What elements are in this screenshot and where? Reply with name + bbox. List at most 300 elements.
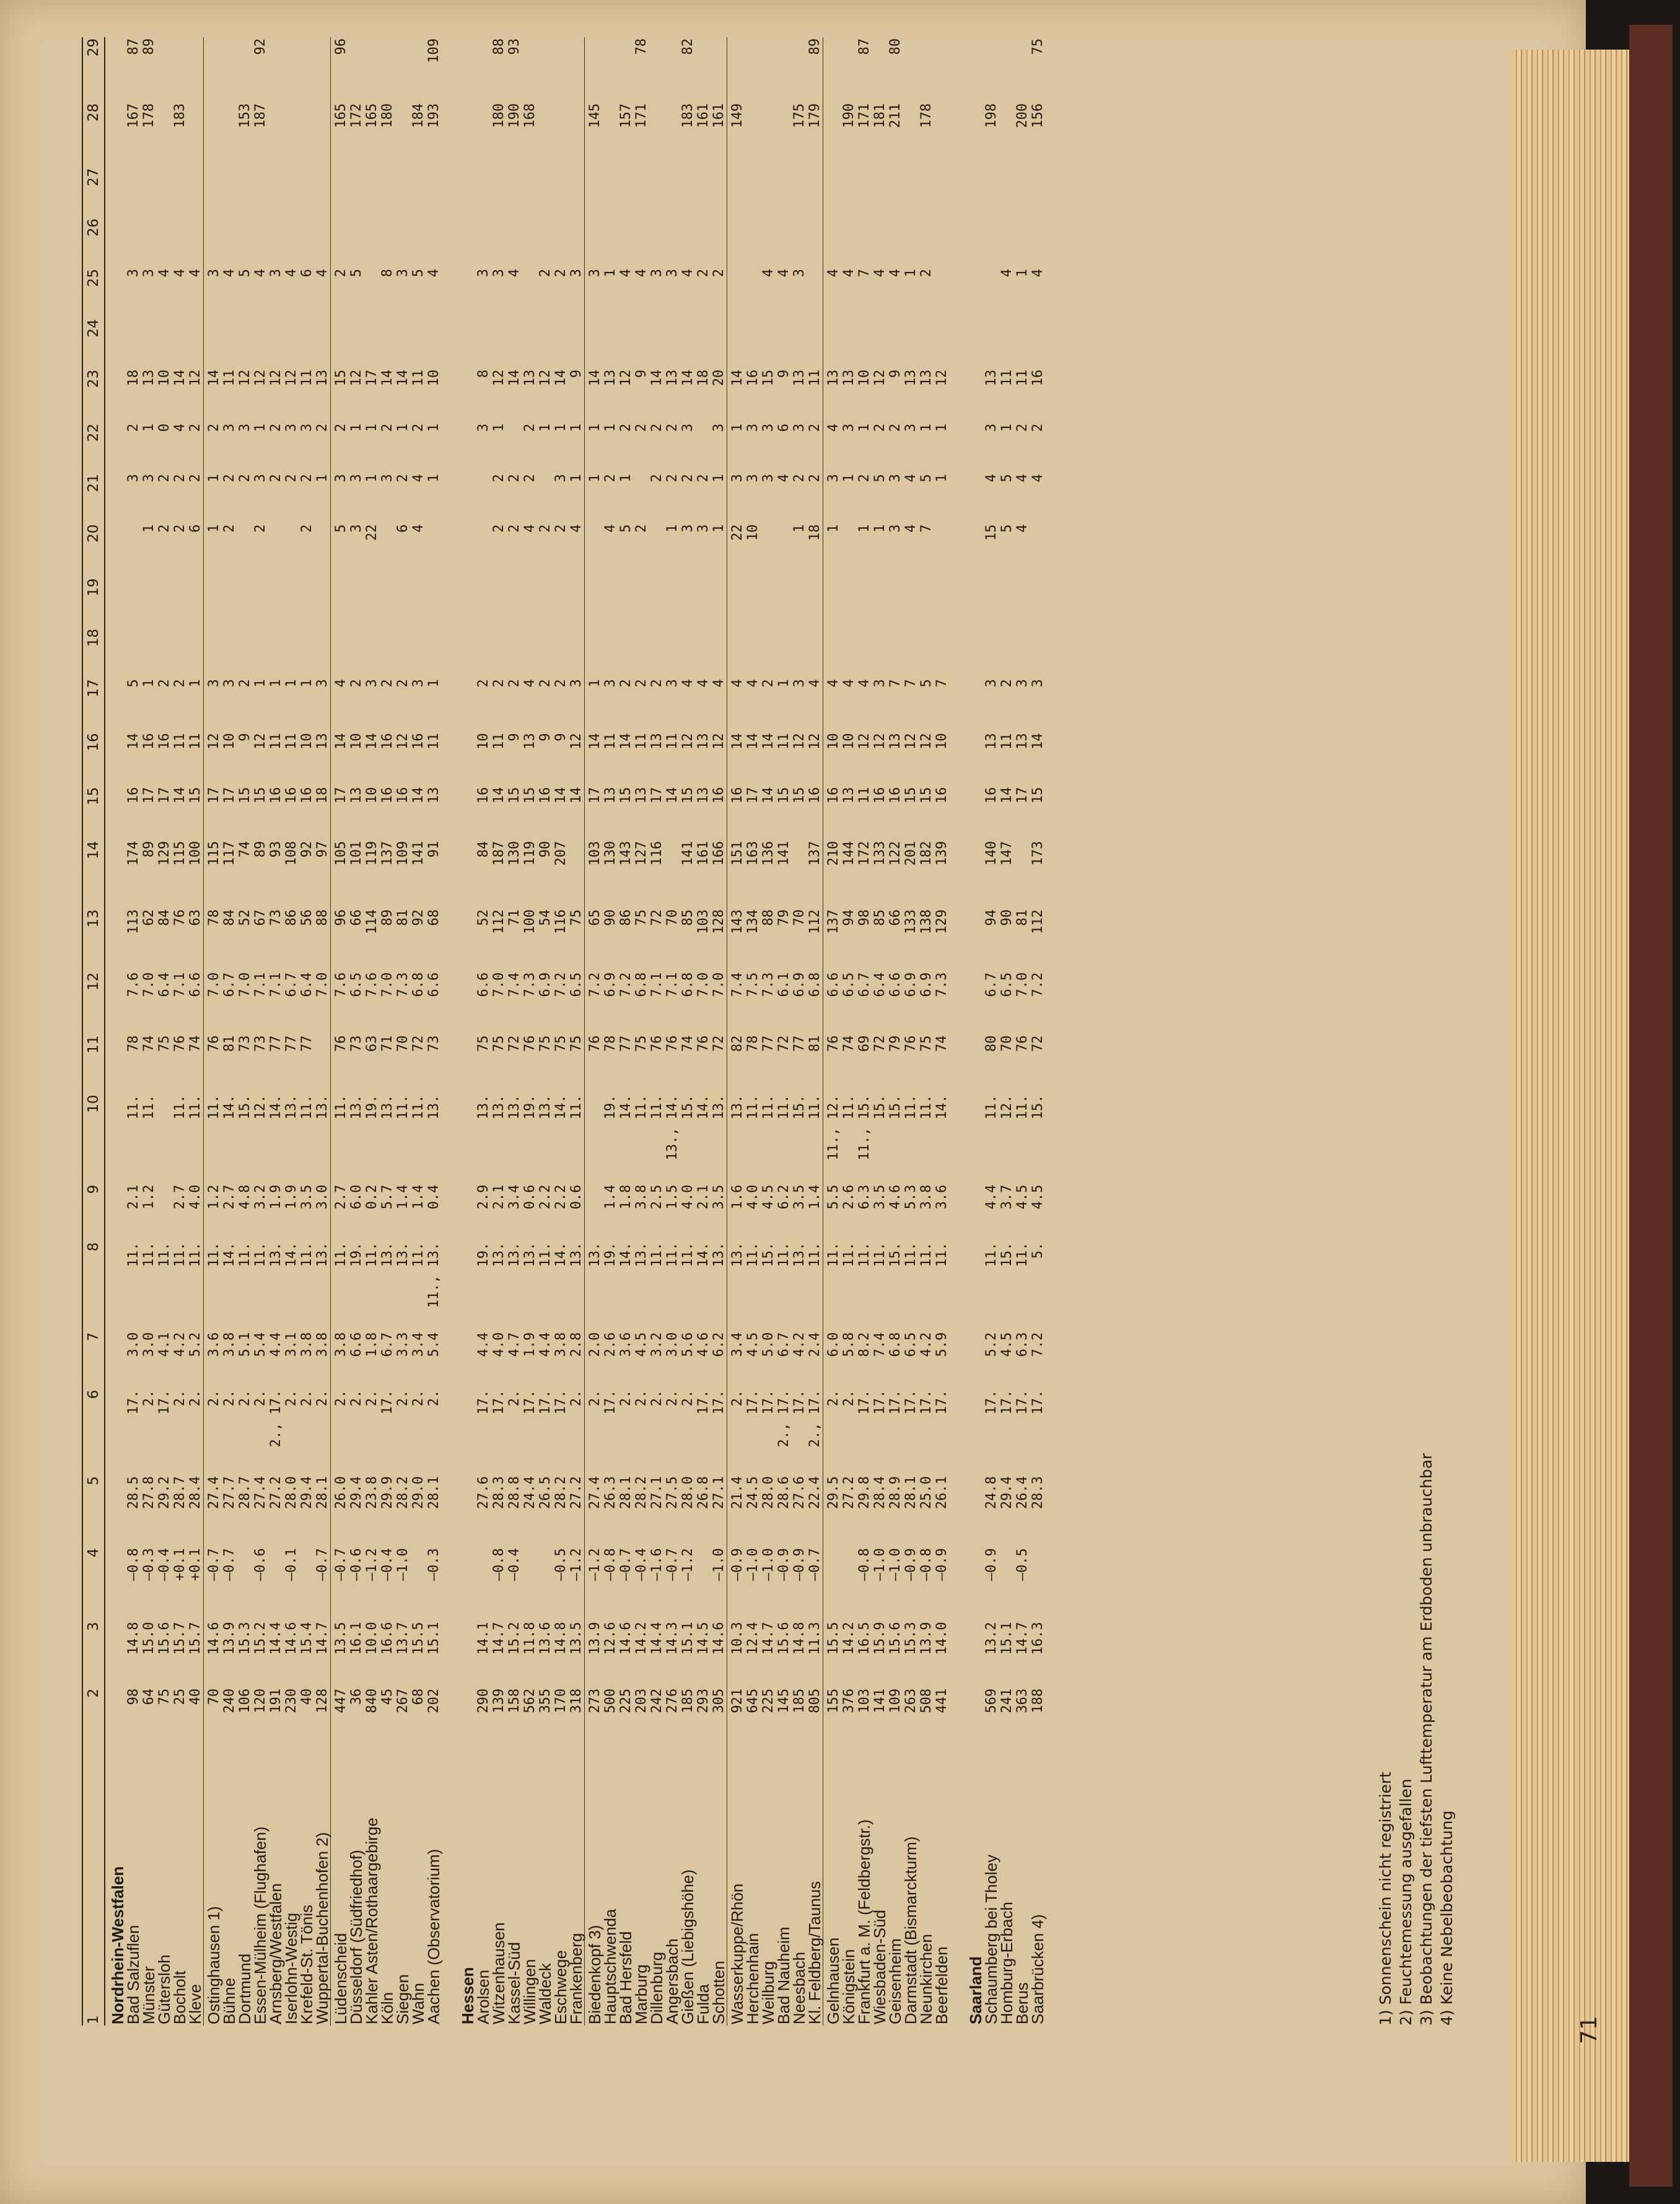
data-cell: 75 — [538, 1035, 553, 1052]
page-number: 71 — [1577, 2016, 1602, 2044]
data-cell: 2. — [426, 1389, 442, 1407]
data-cell: 1.9 — [522, 1332, 538, 1357]
data-cell: 2. — [730, 1389, 745, 1407]
data-cell: 12 — [919, 733, 934, 750]
data-cell: 13 — [696, 733, 711, 750]
data-cell: 5.2 — [188, 1332, 203, 1357]
data-cell: 6.3 — [1015, 1332, 1030, 1357]
data-cell: 2 — [538, 269, 553, 278]
data-cell — [522, 318, 538, 368]
data-cell: 3 — [222, 679, 237, 688]
data-cell: 7.0 — [206, 972, 222, 997]
data-cell: 3 — [349, 524, 364, 533]
data-cell — [476, 217, 491, 268]
data-cell: 11.8 — [522, 1622, 538, 1655]
data-cell: 78 — [603, 1035, 618, 1052]
data-cell: 3.8 — [222, 1332, 237, 1357]
data-cell: 17 — [745, 787, 761, 804]
data-cell: 1 — [206, 474, 222, 483]
data-cell — [157, 628, 172, 678]
data-cell: 15 — [507, 787, 522, 804]
data-cell: 14. — [268, 1095, 284, 1120]
data-cell: 76 — [665, 1035, 680, 1052]
data-cell: 263 — [903, 1688, 919, 1713]
data-cell: 11. — [984, 1095, 999, 1120]
data-cell — [426, 217, 442, 268]
data-cell: 153 — [237, 103, 253, 128]
data-cell: 28.8 — [507, 1476, 522, 1510]
data-cell: 4.2 — [172, 1332, 188, 1357]
data-cell: 17 — [141, 787, 157, 804]
data-cell: 14.6 — [284, 1622, 299, 1655]
column-header: 12 — [82, 971, 105, 1034]
page-edges — [1512, 50, 1629, 2162]
data-cell: 13 — [903, 369, 919, 387]
data-cell — [315, 523, 331, 577]
data-cell — [984, 577, 999, 628]
table-row — [999, 37, 1015, 2026]
data-cell: 13. — [268, 1242, 284, 1267]
data-cell: 182 — [919, 841, 934, 866]
data-cell: 5.5 — [826, 1184, 841, 1210]
data-cell: 14.7 — [761, 1622, 776, 1655]
data-cell: 3.5 — [299, 1184, 315, 1210]
data-cell: 4 — [315, 269, 330, 278]
data-cell — [807, 577, 823, 628]
data-cell: 13. — [792, 1242, 807, 1267]
data-cell: 2 — [680, 474, 696, 483]
data-cell: 921 — [730, 1688, 745, 1713]
data-cell: 6.0 — [826, 1332, 841, 1357]
data-cell: 6.2 — [776, 1184, 792, 1210]
data-cell: 81 — [395, 909, 411, 926]
data-cell: 2 — [553, 269, 569, 278]
data-cell: 70 — [206, 1688, 222, 1705]
data-cell: 11. — [206, 1242, 222, 1267]
data-cell: 4 — [253, 269, 268, 278]
data-cell: 73 — [253, 1035, 268, 1052]
data-cell: 201 — [903, 841, 919, 866]
data-cell — [522, 577, 538, 628]
data-cell — [315, 102, 331, 167]
data-cell: 3.5 — [792, 1184, 807, 1210]
data-cell — [284, 577, 299, 628]
data-cell: 6.0 — [349, 1184, 364, 1210]
data-cell: 2.6 — [841, 1184, 857, 1210]
data-cell: 1 — [872, 524, 888, 533]
data-cell — [299, 102, 315, 167]
data-cell: 1 — [569, 474, 584, 483]
data-cell: 3.2 — [649, 1332, 665, 1357]
data-cell: 23.8 — [364, 1476, 380, 1510]
data-cell: 29.4 — [299, 1476, 315, 1510]
table-row — [395, 37, 411, 2026]
data-cell — [634, 167, 649, 217]
data-cell: 10.3 — [730, 1622, 745, 1655]
data-cell: —0.8 — [491, 1548, 507, 1581]
data-cell: 11. — [903, 1095, 919, 1120]
data-cell: 2.5 — [649, 1184, 665, 1210]
data-cell: 3 — [237, 423, 253, 432]
data-cell: 11 — [857, 787, 872, 804]
column-header: 10 — [82, 1093, 105, 1183]
table-row — [934, 37, 950, 2026]
data-cell: 15. — [888, 1095, 903, 1120]
data-cell: —0.7 — [618, 1548, 634, 1581]
data-cell: 185 — [792, 1688, 807, 1713]
data-cell: 17. — [711, 1389, 727, 1415]
data-cell: 98 — [857, 909, 872, 926]
data-cell: 179 — [807, 103, 823, 128]
data-cell — [634, 628, 649, 678]
data-cell: 3.4 — [411, 1332, 426, 1357]
data-cell — [999, 217, 1015, 268]
data-cell: 88 — [491, 38, 507, 55]
data-cell: 116 — [553, 909, 569, 934]
data-cell: —0.8 — [919, 1548, 934, 1581]
data-cell — [776, 523, 792, 577]
data-cell: 52 — [476, 909, 491, 926]
data-cell: 2 — [299, 474, 315, 483]
table-row — [491, 37, 507, 2026]
data-cell: 13. — [569, 1242, 584, 1267]
data-cell: 5.8 — [841, 1332, 857, 1357]
data-cell — [157, 318, 172, 368]
data-cell: 15.2 — [507, 1622, 522, 1655]
data-cell — [522, 1547, 538, 1620]
data-cell — [745, 268, 761, 318]
station-name: Gütersloh — [155, 1954, 173, 2024]
data-cell: 4 — [522, 524, 538, 533]
data-cell: 128 — [711, 909, 727, 934]
table-row — [426, 37, 442, 2026]
data-cell — [299, 217, 315, 268]
data-cell — [188, 628, 204, 678]
data-cell: 18 — [315, 787, 330, 804]
data-cell — [411, 37, 426, 102]
data-cell — [761, 167, 776, 217]
data-cell — [284, 523, 299, 577]
data-cell — [569, 628, 585, 678]
footnote: 1) Sonnenschein nicht registriert — [1376, 1772, 1394, 2026]
data-cell: 1 — [395, 423, 411, 432]
data-cell: 2. — [680, 1389, 696, 1407]
data-cell — [380, 37, 395, 102]
data-cell — [222, 628, 237, 678]
data-cell: 3 — [126, 269, 141, 278]
data-cell — [491, 167, 507, 217]
table-row — [745, 37, 761, 2026]
data-cell — [934, 167, 950, 217]
data-cell: 5.3 — [903, 1184, 919, 1210]
data-cell: 9 — [776, 369, 792, 378]
data-cell — [349, 577, 364, 628]
data-cell: 2 — [172, 524, 188, 533]
table-row — [603, 37, 618, 2026]
data-cell: 15 — [761, 369, 776, 387]
data-cell: 6 — [299, 269, 315, 278]
column-header: 7 — [82, 1331, 105, 1389]
data-cell: 14. — [222, 1095, 237, 1120]
data-cell: 3 — [665, 269, 680, 278]
data-cell — [538, 577, 553, 628]
data-cell: 16 — [380, 733, 395, 750]
station-name: Arnsberg/Westfalen — [266, 1883, 285, 2024]
station-name: Schaumberg bei Tholey — [982, 1854, 1000, 2024]
data-cell: 69 — [857, 1035, 872, 1052]
data-cell: 2 — [649, 474, 665, 483]
data-cell: 500 — [603, 1688, 618, 1713]
data-cell: 75 — [157, 1035, 172, 1052]
data-cell: 66 — [349, 909, 364, 926]
data-cell: 6.3 — [857, 1184, 872, 1210]
table-row — [984, 37, 999, 2026]
data-cell: 3 — [745, 474, 761, 483]
data-cell: 14. — [934, 1095, 950, 1120]
data-cell: 14 — [491, 787, 507, 804]
data-cell: 3 — [1030, 679, 1046, 688]
column-header: 29 — [82, 37, 105, 102]
column-header: 22 — [82, 422, 105, 473]
data-cell: 12. — [999, 1095, 1015, 1120]
data-cell: 2 — [349, 679, 364, 688]
data-cell: 200 — [1015, 103, 1030, 128]
data-cell: 28.9 — [888, 1476, 903, 1510]
data-cell — [649, 523, 665, 577]
data-cell: —1.0 — [761, 1548, 776, 1581]
data-cell: 2 — [634, 679, 649, 688]
data-cell: 2 — [538, 679, 553, 688]
data-cell: 10 — [222, 733, 237, 750]
data-cell — [888, 217, 903, 268]
data-cell — [476, 1547, 491, 1620]
data-cell — [395, 318, 411, 368]
station-name: Bad Nauheim — [774, 1926, 793, 2024]
data-cell: 2 — [395, 474, 411, 483]
data-cell — [761, 523, 776, 577]
data-cell: 202 — [426, 1688, 442, 1713]
data-cell: 13 — [315, 733, 330, 750]
data-cell — [587, 1093, 603, 1183]
table-row — [380, 37, 395, 2026]
data-cell: 2 — [649, 423, 665, 432]
data-cell: 11. — [634, 1095, 649, 1120]
station-name: Kassel-Süd — [505, 1942, 523, 2024]
data-cell: 12 — [253, 369, 268, 387]
data-cell: —0.9 — [792, 1548, 807, 1581]
table-row — [888, 37, 903, 2026]
data-cell — [206, 577, 222, 628]
data-cell: 26.1 — [934, 1476, 950, 1510]
data-cell — [426, 628, 442, 678]
data-cell: 1 — [141, 524, 157, 533]
data-cell: 77 — [792, 1035, 807, 1052]
data-cell — [745, 217, 761, 268]
data-cell — [711, 628, 727, 678]
data-cell: 3 — [665, 679, 680, 688]
data-cell: 7.0 — [711, 972, 727, 997]
data-cell: 1 — [603, 269, 618, 278]
data-cell: 2 — [172, 474, 188, 483]
data-cell — [903, 167, 919, 217]
data-cell: 17. — [919, 1389, 934, 1415]
data-cell: 241 — [999, 1688, 1015, 1713]
data-cell — [888, 318, 903, 368]
data-cell — [157, 1093, 172, 1183]
data-cell: 76 — [696, 1035, 711, 1052]
data-cell: 6.4 — [299, 972, 315, 997]
data-cell: 2.1 — [126, 1184, 141, 1210]
data-cell: 14.4 — [649, 1622, 665, 1655]
data-cell — [268, 628, 284, 678]
data-cell: 8.2 — [857, 1332, 872, 1357]
data-cell: 143 — [730, 909, 745, 934]
table-row — [792, 37, 807, 2026]
data-cell: 15. — [761, 1242, 776, 1267]
table-row — [284, 37, 299, 2026]
data-cell: 13.5 — [569, 1622, 584, 1655]
data-cell: 90 — [603, 909, 618, 926]
data-cell — [872, 318, 888, 368]
data-cell: 129 — [157, 841, 172, 866]
data-cell: 17. — [903, 1389, 919, 1415]
data-cell: 172 — [857, 841, 872, 866]
data-cell — [776, 577, 792, 628]
data-cell — [587, 217, 603, 268]
data-cell: 6 — [188, 524, 203, 533]
data-cell — [872, 577, 888, 628]
data-cell: 15. — [999, 1242, 1015, 1267]
data-cell: 3.0 — [315, 1184, 330, 1210]
data-cell — [364, 628, 380, 678]
data-cell: —0.7 — [315, 1548, 330, 1581]
data-cell — [603, 628, 618, 678]
data-cell: 92 — [411, 909, 426, 926]
data-cell: 76 — [333, 1035, 349, 1052]
data-cell: 17 — [587, 787, 603, 804]
data-cell: 3 — [903, 423, 919, 432]
data-cell — [999, 318, 1015, 368]
data-cell: 68 — [411, 1688, 426, 1705]
data-cell — [507, 167, 522, 217]
data-cell — [934, 318, 950, 368]
data-cell — [284, 318, 299, 368]
data-cell: 240 — [222, 1688, 237, 1713]
data-cell: 161 — [711, 103, 727, 128]
data-cell: 14 — [507, 369, 522, 387]
data-cell: 157 — [618, 103, 634, 128]
data-cell — [237, 167, 253, 217]
data-cell: 78 — [206, 909, 222, 926]
data-cell: 188 — [1030, 1688, 1046, 1713]
data-cell: 27.8 — [141, 1476, 157, 1510]
data-cell: 11. — [364, 1242, 380, 1267]
data-cell: 89 — [253, 841, 268, 858]
data-cell: 75 — [919, 1035, 934, 1052]
data-cell: 4.5 — [761, 1184, 776, 1210]
data-cell — [1030, 1547, 1046, 1620]
book-cover-edge — [1629, 25, 1673, 2187]
data-cell: 8 — [380, 269, 395, 278]
data-cell: 2.2 — [538, 1184, 553, 1210]
data-cell — [665, 167, 680, 217]
data-cell: 11. — [826, 1242, 841, 1267]
data-cell: 14.7 — [315, 1622, 330, 1655]
data-cell: —0.8 — [603, 1548, 618, 1581]
data-cell: 508 — [919, 1688, 934, 1713]
data-cell: 27.7 — [222, 1476, 237, 1510]
data-cell: 14 — [761, 733, 776, 750]
data-cell: 3 — [1015, 679, 1030, 688]
data-cell: 16 — [730, 787, 745, 804]
data-cell: 75 — [569, 1035, 584, 1052]
data-cell — [618, 37, 634, 102]
data-cell: 24.4 — [522, 1476, 538, 1510]
data-cell: 15 — [1030, 787, 1046, 804]
data-cell: 14 — [380, 369, 395, 387]
data-cell: 267 — [395, 1688, 411, 1713]
data-cell: 14 — [172, 787, 188, 804]
data-cell: 2. — [253, 1389, 268, 1407]
station-name: Berus — [1013, 1982, 1031, 2024]
data-cell — [380, 217, 395, 268]
data-cell — [872, 37, 888, 102]
data-cell: —1.2 — [587, 1548, 603, 1581]
data-cell: 7 — [857, 269, 872, 278]
data-cell — [157, 167, 172, 217]
data-cell — [364, 318, 380, 368]
data-cell: 4 — [618, 269, 634, 278]
data-cell — [826, 102, 841, 167]
data-cell: 94 — [841, 909, 857, 926]
table-row — [126, 37, 141, 2026]
data-cell — [649, 628, 665, 678]
data-cell: 72 — [411, 1035, 426, 1052]
data-cell — [745, 167, 761, 217]
data-cell: 13 — [696, 787, 711, 804]
data-cell: 4.0 — [188, 1184, 203, 1210]
data-cell: 16 — [1030, 369, 1046, 387]
data-cell: 11. — [395, 1095, 411, 1120]
data-cell: 75 — [157, 1688, 172, 1705]
data-cell — [553, 628, 569, 678]
data-cell: 1 — [1015, 269, 1030, 278]
data-cell: 16 — [745, 369, 761, 387]
data-cell: 7.4 — [872, 1332, 888, 1357]
data-cell: 1.2 — [141, 1184, 157, 1210]
data-cell: —0.3 — [141, 1548, 157, 1581]
data-cell — [776, 102, 792, 167]
data-cell: 11 — [999, 733, 1015, 750]
data-cell: 109 — [395, 841, 411, 866]
data-cell: 2 — [553, 524, 569, 533]
data-cell: 2 — [491, 474, 507, 483]
data-cell: 1 — [919, 423, 934, 432]
data-cell: —0.4 — [157, 1548, 172, 1581]
data-cell: 66 — [888, 909, 903, 926]
data-cell: 10 — [934, 733, 950, 750]
data-cell: 173 — [1030, 841, 1046, 866]
data-cell: 2 — [157, 524, 172, 533]
data-cell — [999, 102, 1015, 167]
data-cell: 17. — [999, 1389, 1015, 1415]
data-cell: 2.8 — [569, 1332, 584, 1357]
data-cell: 27.4 — [206, 1476, 222, 1510]
data-cell: 4.4 — [476, 1332, 491, 1357]
data-cell: 109 — [888, 1688, 903, 1713]
data-cell: 4.4 — [984, 1184, 999, 1210]
data-cell: 12 — [934, 369, 950, 387]
